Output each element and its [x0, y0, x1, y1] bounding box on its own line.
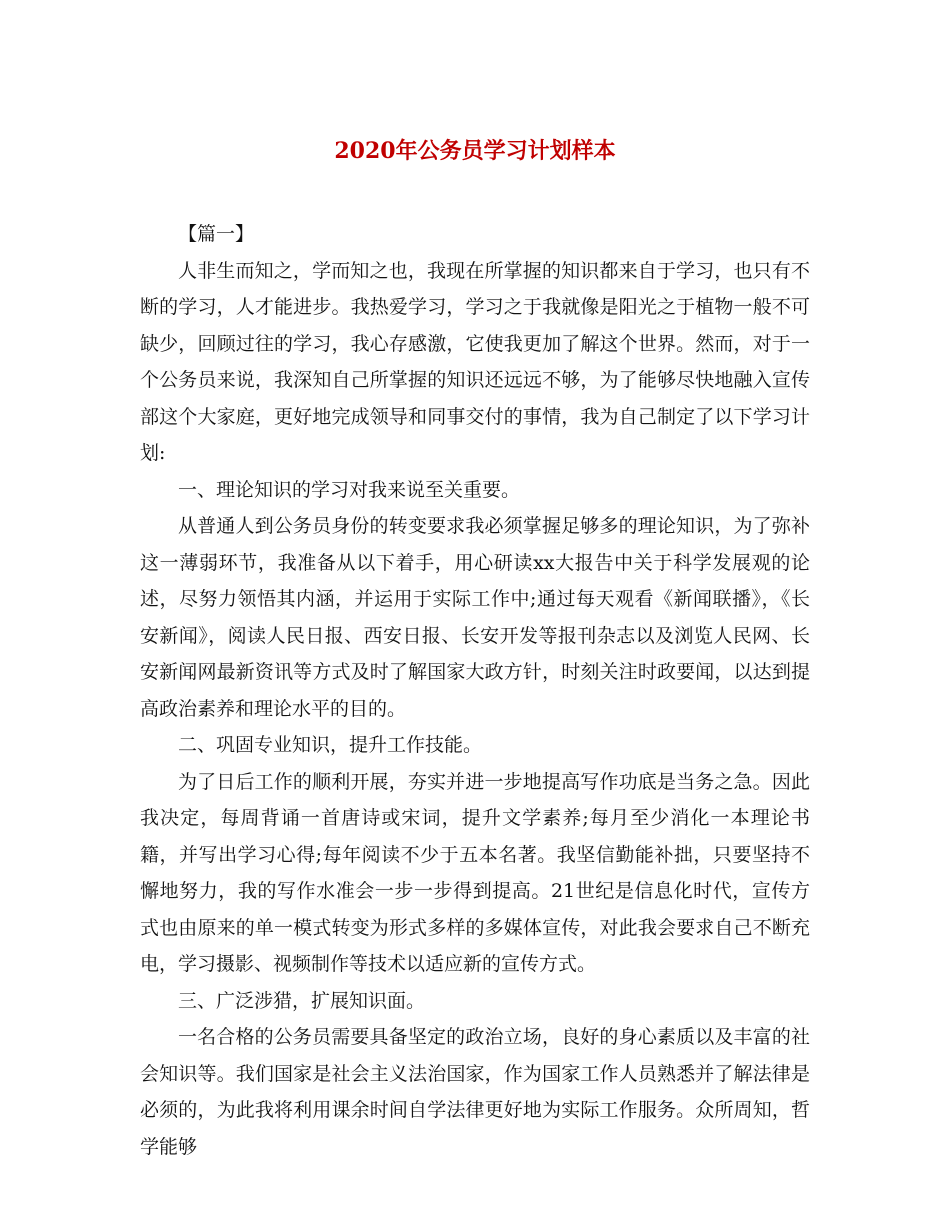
section-label: 【篇一】 — [178, 223, 255, 245]
heading-broaden-knowledge: 三、广泛涉猎，扩展知识面。 — [178, 989, 426, 1012]
paragraph-professional-skills: 为了日后工作的顺利开展，夯实并进一步地提高写作功底是当务之急。因此我决定，每周背诵一首唐诗或宋词，提升文学素养;每月至少消化一本理论书籍，并写出学习心得;每年阅读不少于五本名著。我坚信勤能补拙，只要坚持不懈地努力，我的写作水准会一步一步得到提高。21世纪是信息化时代，宣传方式也由原来的单一模式转变为形式多样的多媒体宣传，对此我会要求自己不断充电，学习摄影、视频制作等技术以适应新的宣传方式。 — [140, 770, 810, 975]
document-body — [140, 216, 810, 1165]
paragraph-broaden-knowledge: 一名合格的公务员需要具备坚定的政治立场，良好的身心素质以及丰富的社会知识等。我们国家是社会主义法治国家，作为国家工作人员熟悉并了解法律是必须的，为此我将利用课余时间自学法律更好地为实际工作服务。众所周知，哲学能够 — [140, 1026, 810, 1158]
paragraph-intro: 人非生而知之，学而知之也，我现在所掌握的知识都来自于学习，也只有不断的学习，人才能进步。我热爱学习，学习之于我就像是阳光之于植物一般不可缺少，回顾过往的学习，我心存感激，它使我更加了解这个世界。然而，对于一个公务员来说，我深知自己所掌握的知识还远远不够，为了能够尽快地融入宣传部这个大家庭，更好地完成领导和同事交付的事情，我为自己制定了以下学习计划: — [140, 259, 810, 464]
paragraph-theory-study: 从普通人到公务员身份的转变要求我必须掌握足够多的理论知识，为了弥补这一薄弱环节，我准备从以下着手，用心研读xx大报告中关于科学发展观的论述，尽努力领悟其内涵，并运用于实际工作中;通过每天观看《新闻联播》，《长安新闻》，阅读人民日报、西安日报、长安开发等报刊杂志以及浏览人民网、长安新闻网最新资讯等方式及时了解国家大政方针，时刻关注时政要闻，以达到提高政治素养和理论水平的目的。 — [140, 515, 810, 720]
heading-theory-study: 一、理论知识的学习对我来说至关重要。 — [178, 478, 521, 501]
page-title: 2020年公务员学习计划样本 — [334, 138, 616, 164]
heading-professional-skills: 二、巩固专业知识，提升工作技能。 — [178, 734, 483, 756]
